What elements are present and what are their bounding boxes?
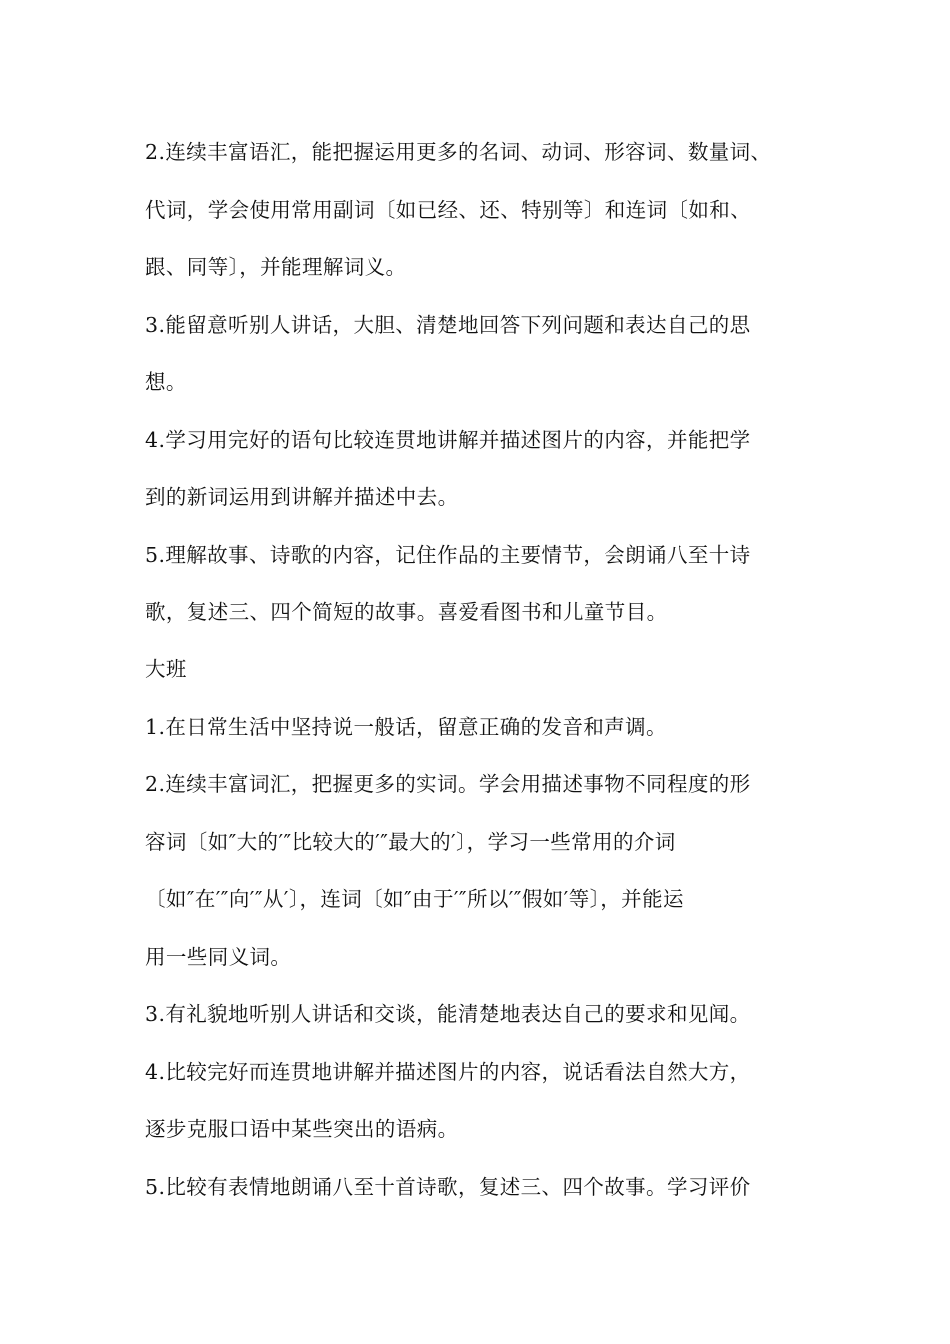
text-line: 2.连续丰富语汇，能把握运用更多的名词、动词、形容词、数量词、: [145, 140, 772, 164]
text-line: 到的新词运用到讲解并描述中去。: [145, 485, 459, 509]
text-line: 2.连续丰富词汇，把握更多的实词。学会用描述事物不同程度的形: [145, 772, 751, 796]
text-line: 逐步克服口语中某些突出的语病。: [145, 1117, 459, 1141]
text-line: 容词〔如″大的′″比较大的′″最大的′〕，学习一些常用的介词: [145, 830, 676, 854]
text-line: 跟、同等〕，并能理解词义。: [145, 255, 407, 279]
text-line: 想。: [145, 370, 187, 394]
text-line: 5.理解故事、诗歌的内容，记住作品的主要情节，会朗诵八至十诗: [145, 543, 751, 567]
text-line: 〔如″在′″向′″从′〕，连词〔如″由于′″所以′″假如′等〕，并能运: [145, 887, 684, 911]
text-line: 代词，学会使用常用副词〔如已经、还、特别等〕和连词〔如和、: [145, 198, 752, 222]
text-line: 1.在日常生活中坚持说一般话，留意正确的发音和声调。: [145, 715, 667, 739]
text-line: 3.有礼貌地听别人讲话和交谈，能清楚地表达自己的要求和见闻。: [145, 1002, 751, 1026]
text-line: 歌，复述三、四个简短的故事。喜爱看图书和儿童节目。: [145, 600, 668, 624]
text-line: 4.比较完好而连贯地讲解并描述图片的内容，说话看法自然大方，: [145, 1060, 751, 1084]
text-line: 用一些同义词。: [145, 945, 292, 969]
section-heading: 大班: [145, 657, 187, 681]
text-line: 3.能留意听别人讲话，大胆、清楚地回答下列问题和表达自己的思: [145, 313, 751, 337]
text-line: 4.学习用完好的语句比较连贯地讲解并描述图片的内容，并能把学: [145, 428, 751, 452]
text-line: 5.比较有表情地朗诵八至十首诗歌，复述三、四个故事。学习评价: [145, 1175, 751, 1199]
